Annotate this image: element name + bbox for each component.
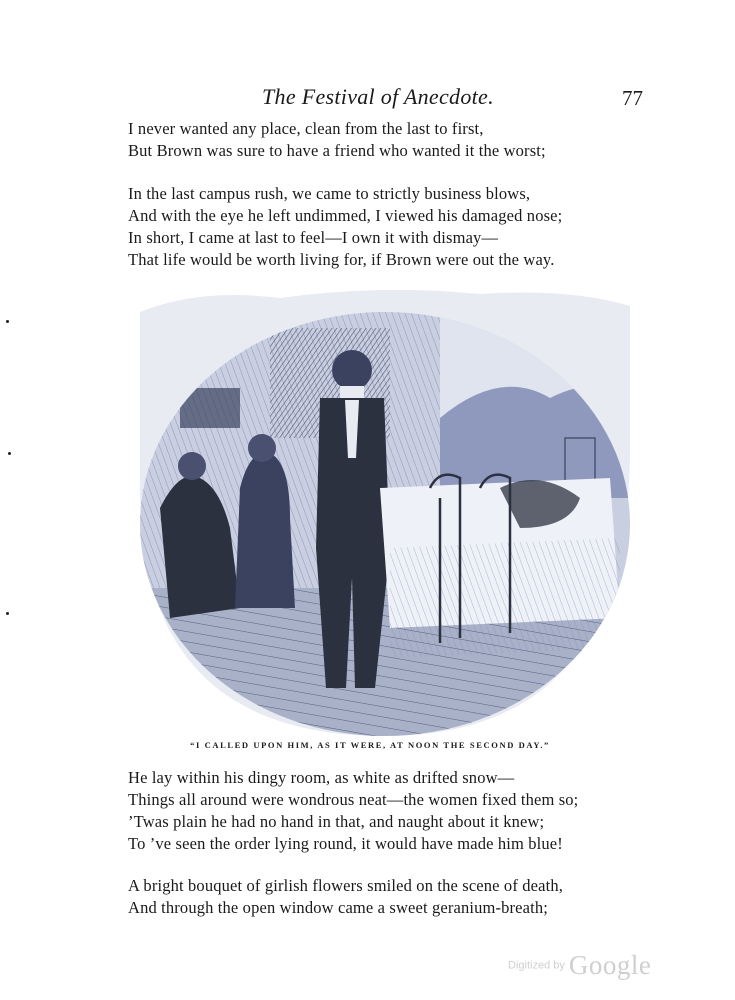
stanza (128, 767, 648, 855)
verse-line: A bright bouquet of girlish flowers smiled on the scene of death, (128, 876, 563, 895)
engraving-image (140, 288, 630, 736)
scan-mark (6, 320, 9, 323)
stanza (128, 183, 648, 271)
verse-line: Things all around were wondrous neat—the women fixed them so; (128, 790, 579, 809)
verse-line: ’Twas plain he had no hand in that, and naught about it knew; (128, 812, 545, 831)
verse-line: I never wanted any place, clean from the last to first, (128, 119, 484, 138)
page-number: 77 (622, 86, 643, 110)
stanza (128, 875, 648, 919)
verse-line: That life would be worth living for, if Brown were out the way. (128, 250, 555, 269)
verse-line: In short, I came at last to feel—I own it with dismay— (128, 228, 499, 247)
verse-line: But Brown was sure to have a friend who wanted it the worst; (128, 141, 546, 160)
verse-line: To ’ve seen the order lying round, it would have made him blue! (128, 834, 563, 853)
scan-mark (8, 452, 11, 455)
digitized-watermark (508, 950, 668, 986)
illustration-caption: “I CALLED UPON HIM, AS IT WERE, AT NOON THE SECOND DAY.” (190, 740, 550, 750)
scan-mark (6, 612, 9, 615)
verse-line: And through the open window came a sweet geranium-breath; (128, 898, 549, 917)
stanza (128, 118, 648, 162)
watermark-prefix: Digitized by (508, 959, 565, 972)
google-logo: Google (568, 950, 652, 980)
verse-line: In the last campus rush, we came to strictly business blows, (128, 184, 531, 203)
engraving-illustration (140, 288, 630, 736)
verse-line: And with the eye he left undimmed, I viewed his damaged nose; (128, 206, 563, 225)
verse-line: He lay within his dingy room, as white as drifted snow— (128, 768, 515, 787)
running-header: The Festival of Anecdote. (262, 84, 494, 109)
